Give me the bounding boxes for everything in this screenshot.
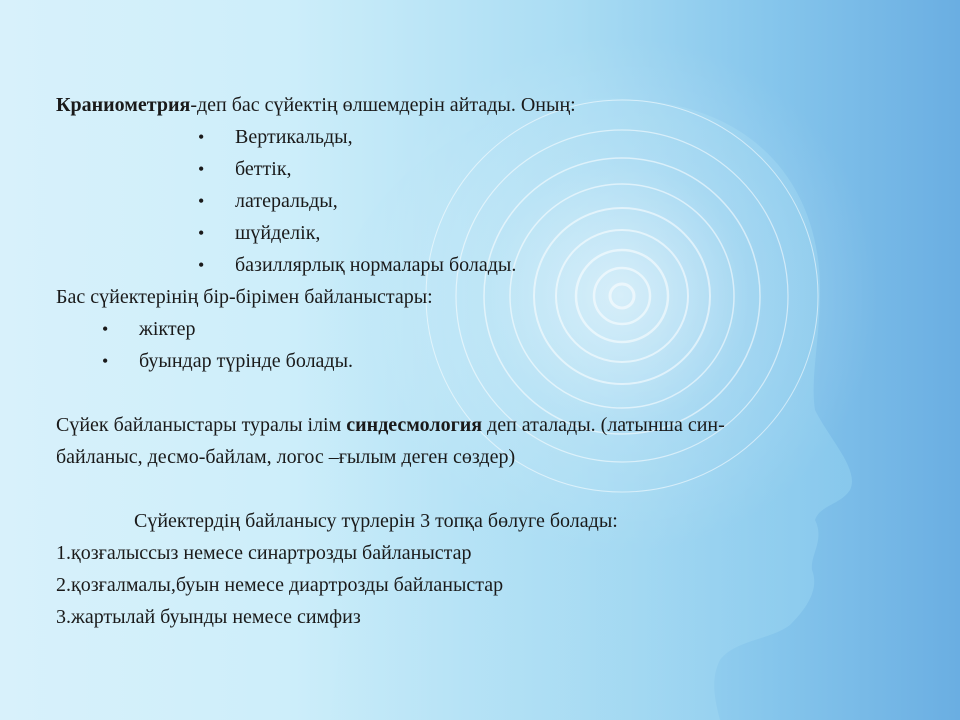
norm-item: базиллярлық нормалары болады. xyxy=(235,254,517,276)
type-item: 1.қозғалыссыз немесе синартрозды байланыстар xyxy=(56,542,472,564)
syndesmology-before: Сүйек байланыстары туралы ілім xyxy=(56,414,347,436)
norm-item: Вертикальды, xyxy=(235,126,353,148)
syndesmology-line-2: байланыс, десмо-байлам, логос –ғылым деген сөздер) xyxy=(56,446,516,468)
connection-item: жіктер xyxy=(139,318,196,340)
connection-item: буындар түрінде болады. xyxy=(139,350,354,372)
type-item: 2.қозғалмалы,буын немесе диартрозды байланыстар xyxy=(56,574,504,596)
syndesmology-after: деп аталады. (латынша син- xyxy=(482,414,725,436)
connections-heading: Бас сүйектерінің бір-бірімен байланыстары: xyxy=(56,286,433,308)
bullet-icon: • xyxy=(198,159,205,179)
types-heading: Сүйектердің байланысу түрлерін 3 топқа бөлуге болады: xyxy=(134,510,618,532)
type-item: 3.жартылай буынды немесе симфиз xyxy=(56,606,361,628)
syndesmology-line-1 xyxy=(56,412,725,438)
bullet-icon: • xyxy=(198,127,205,147)
syndesmology-term: синдесмология xyxy=(346,414,483,436)
intro-rest: -деп бас сүйектің өлшемдерін айтады. Оның: xyxy=(190,94,576,116)
bullet-icon: • xyxy=(198,191,205,211)
bullet-icon: • xyxy=(102,319,109,339)
bullet-icon: • xyxy=(102,351,109,371)
bullet-icon: • xyxy=(198,223,205,243)
bullet-icon: • xyxy=(198,255,205,275)
intro-line xyxy=(56,92,576,118)
norm-item: шүйделік, xyxy=(235,222,321,244)
craniometry-term: Краниометрия xyxy=(56,94,191,116)
norm-item: беттік, xyxy=(235,158,292,180)
norm-item: латеральды, xyxy=(235,190,338,212)
